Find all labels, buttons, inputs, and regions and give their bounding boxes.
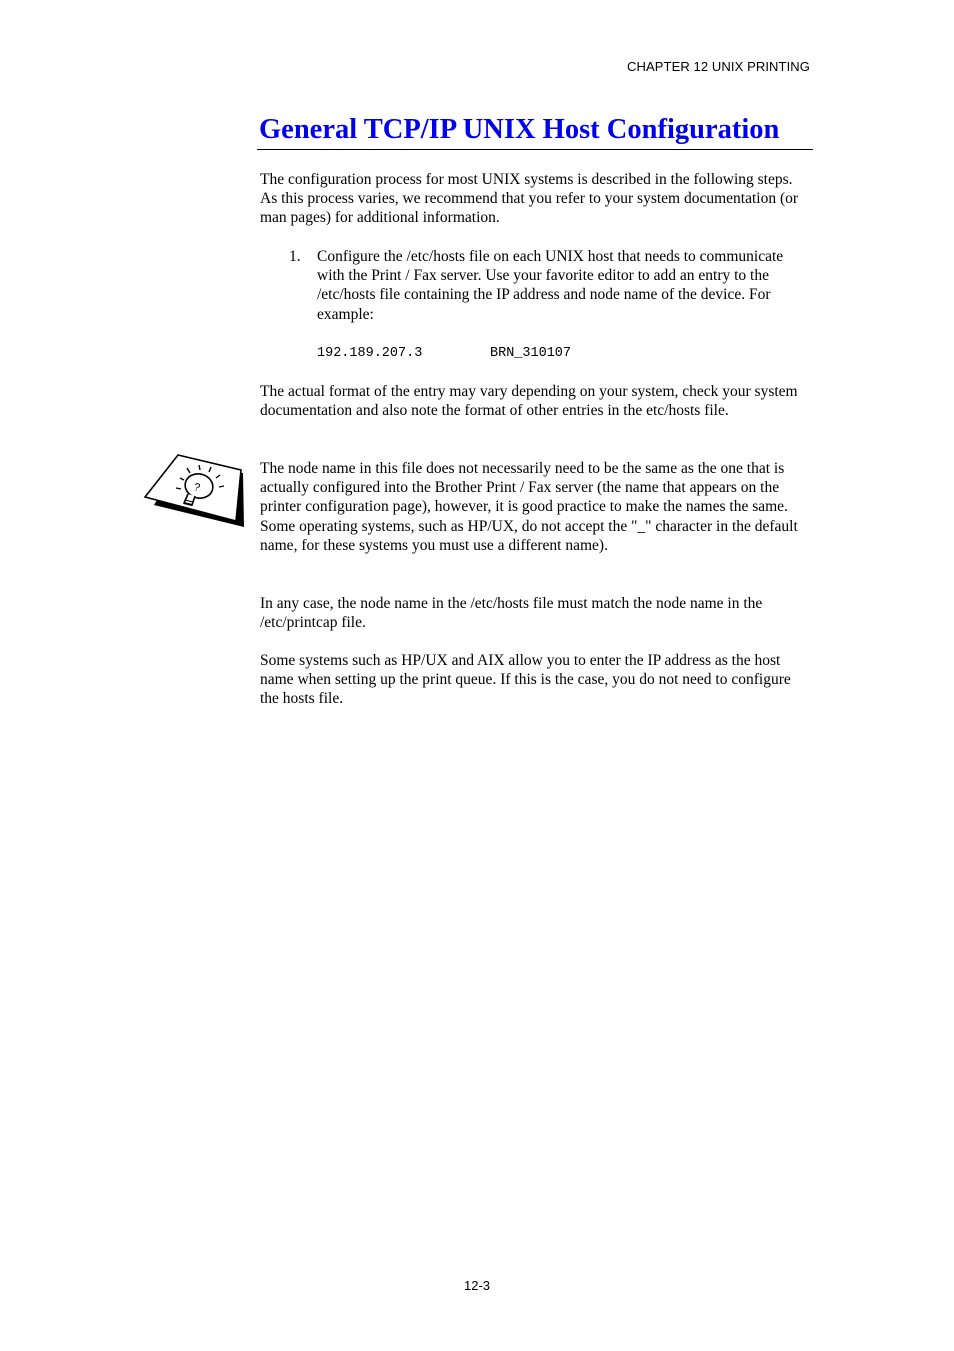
svg-text:?: ? <box>192 481 202 495</box>
page-number: 12-3 <box>463 1278 491 1293</box>
example-node-name: BRN_310107 <box>490 346 572 361</box>
match-paragraph: In any case, the node name in the /etc/hosts file must match the node name in the /etc/printcap file. <box>260 595 763 632</box>
lightbulb-note-icon <box>142 453 246 529</box>
format-paragraph: The actual format of the entry may vary depending on your system, check your system documentation and also note the format of other entries in the etc/hosts file. <box>260 383 798 420</box>
example-ip-address: 192.189.207.3 <box>317 346 423 361</box>
step-text: Configure the /etc/hosts file on each UNIX host that needs to communicate with the Print / Fax server. Use your favorite editor to add an entry to the /etc/hosts file containing the IP address and node name of the device. For example: <box>317 248 784 323</box>
hpux-paragraph: Some systems such as HP/UX and AIX allow you to enter the IP address as the host name when setting up the print queue. If this is the case, you do not need to configure the hosts file. <box>260 652 791 708</box>
hosts-entry-example <box>317 344 571 363</box>
step-number: 1. <box>289 248 301 265</box>
title-block <box>257 112 813 150</box>
note-paragraph: The node name in this file does not necessarily need to be the same as the one that is actually configured into the Brother Print / Fax server (the name that appears on the printer configuration page), however, it is good practice to make the names the same. Some operating systems, such as HP/UX, do not accept the "_" character in the default name, for these systems you must use a different name). <box>260 460 798 554</box>
running-header: CHAPTER 12 UNIX PRINTING <box>627 59 810 74</box>
intro-paragraph: The configuration process for most UNIX systems is described in the following steps. As this process varies, we recommend that you refer to your system documentation (or man pages) for additional information. <box>260 171 799 227</box>
page-title: General TCP/IP UNIX Host Configuration <box>259 114 780 145</box>
